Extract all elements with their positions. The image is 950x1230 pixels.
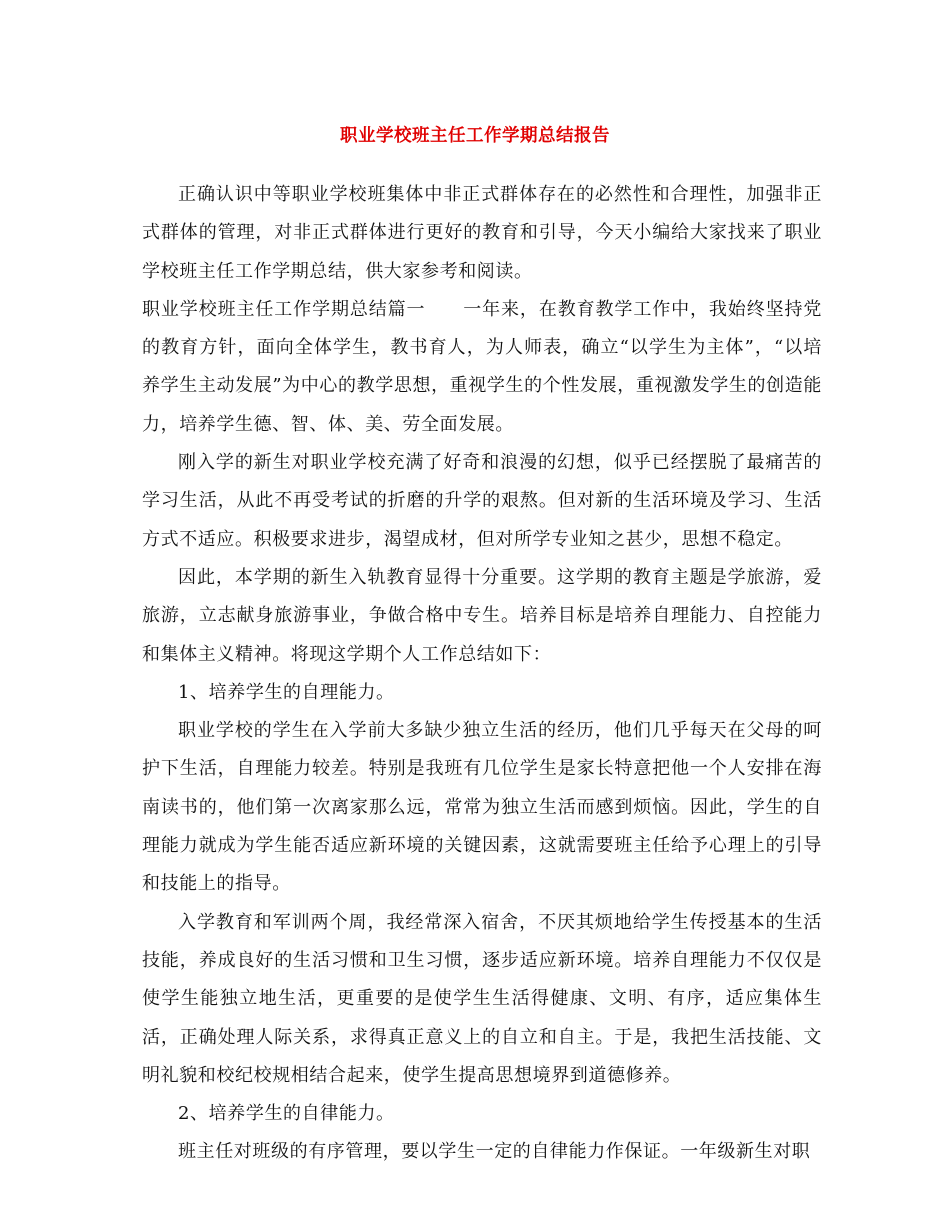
paragraph: 入学教育和军训两个周，我经常深入宿舍，不厌其烦地给学生传授基本的生活技能，养成良好的生活习惯和卫生习惯，逐步适应新环境。培养自理能力不仅仅是使学生能独立地生活，更重要的是使学生生活得健康、文明、有序，适应集体生活，正确处理人际关系，求得真正意义上的自立和自主。于是，我把生活技能、文明礼貌和校纪校规相结合起来，使学生提高思想境界到道德修养。 [142, 911, 822, 1086]
section-heading: 1、培养学生的自理能力。 [178, 681, 395, 703]
paragraph-part-one: 职业学校班主任工作学期总结篇一 一年来，在教育教学工作中，我始终坚持党的教育方针，面向全体学生，教书育人，为人师表，确立“以学生为主体”，“以培养学生主动发展”为中心的教学思想，重视学生的个性发展，重视激发学生的创造能力，培养学生德、智、体、美、劳全面发展。 [142, 298, 822, 435]
paragraph: 班主任对班级的有序管理，要以学生一定的自律能力作保证。一年级新生对职 [178, 1141, 811, 1163]
document-body [142, 176, 822, 1172]
paragraph-intro: 正确认识中等职业学校班集体中非正式群体存在的必然性和合理性，加强非正式群体的管理，对非正式群体进行更好的教育和引导，今天小编给大家找来了职业学校班主任工作学期总结，供大家参考和阅读。 [142, 184, 822, 282]
paragraph: 刚入学的新生对职业学校充满了好奇和浪漫的幻想，似乎已经摆脱了最痛苦的学习生活，从此不再受考试的折磨的升学的艰熬。但对新的生活环境及学习、生活方式不适应。积极要求进步，渴望成材，但对所学专业知之甚少，思想不稳定。 [142, 452, 822, 550]
paragraph: 因此，本学期的新生入轨教育显得十分重要。这学期的教育主题是学旅游，爱旅游，立志献身旅游事业，争做合格中专生。培养目标是培养自理能力、自控能力和集体主义精神。将现这学期个人工作总结如下： [142, 566, 822, 665]
document-title: 职业学校班主任工作学期总结报告 [340, 126, 610, 146]
section-heading: 2、培养学生的自律能力。 [178, 1103, 395, 1125]
paragraph: 职业学校的学生在入学前大多缺少独立生活的经历，他们几乎每天在父母的呵护下生活，自理能力较差。特别是我班有几位学生是家长特意把他一个人安排在海南读书的，他们第一次离家那么远，常常为独立生活而感到烦恼。因此，学生的自理能力就成为学生能否适应新环境的关键因素，这就需要班主任给予心理上的引导和技能上的指导。 [142, 720, 822, 895]
